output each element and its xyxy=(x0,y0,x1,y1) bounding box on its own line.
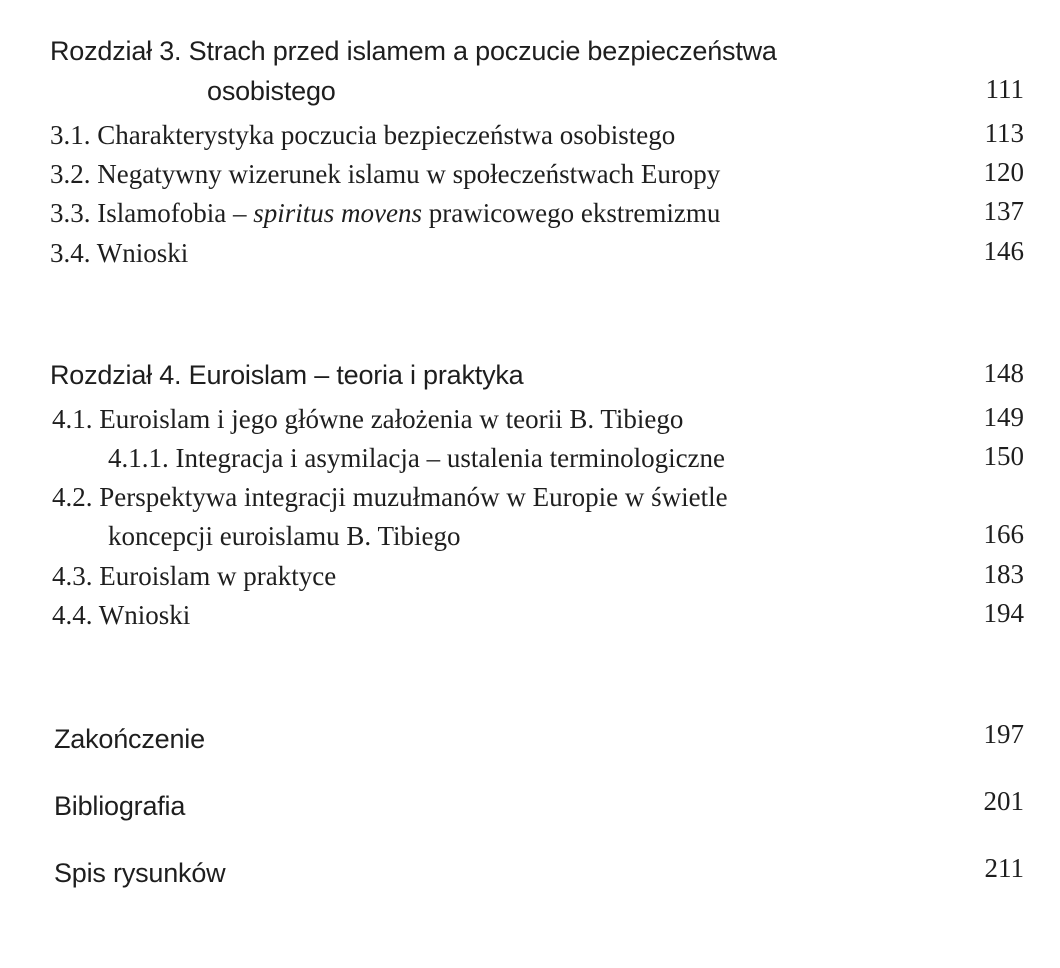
toc-entry-4-1-page: 149 xyxy=(983,402,1024,432)
toc-zakonczenie-page: 197 xyxy=(983,719,1024,749)
entry-title xyxy=(97,198,720,228)
entry-title-end: prawicowego ekstremizmu xyxy=(421,198,721,228)
toc-entry-4-3-page: 183 xyxy=(983,559,1024,589)
toc-bibliografia: Bibliografia xyxy=(54,791,186,821)
toc-entry-4-2-line-1 xyxy=(52,482,728,513)
entry-title: Integracja i asymilacja – ustalenia terminologiczne xyxy=(175,443,726,473)
entry-title: Euroislam w praktyce xyxy=(99,561,337,591)
entry-number: 4.4. xyxy=(52,600,93,630)
entry-number: 3.1. xyxy=(50,120,91,150)
chapter-4-page: 148 xyxy=(983,358,1024,388)
entry-title: Wnioski xyxy=(98,600,191,630)
chapter-3-title-line-1: Rozdział 3. Strach przed islamem a poczucie bezpieczeństwa xyxy=(50,36,777,66)
toc-entry-4-4-page: 194 xyxy=(983,598,1024,628)
toc-entry-4-3 xyxy=(52,561,336,592)
entry-title: Charakterystyka poczucia bezpieczeństwa osobistego xyxy=(97,120,676,150)
entry-title: Euroislam i jego główne założenia w teorii B. Tibiego xyxy=(99,404,684,434)
chapter-3-page: 111 xyxy=(985,74,1024,104)
entry-number: 3.2. xyxy=(50,159,91,189)
entry-number: 4.2. xyxy=(52,482,93,512)
toc-entry-4-2-line-2: koncepcji euroislamu B. Tibiego xyxy=(108,521,461,551)
entry-title: Negatywny wizerunek islamu w społeczeństwach Europy xyxy=(97,159,721,189)
entry-number: 3.4. xyxy=(50,238,91,268)
toc-spis-rysunkow-page: 211 xyxy=(984,853,1024,883)
entry-title-italic: spiritus movens xyxy=(253,198,422,228)
toc-entry-4-1-1-page: 150 xyxy=(983,441,1024,471)
entry-title: Perspektywa integracji muzułmanów w Europie w świetle xyxy=(99,482,728,512)
toc-spis-rysunkow: Spis rysunków xyxy=(54,858,226,888)
entry-number: 4.1.1. xyxy=(108,443,169,473)
entry-title: Wnioski xyxy=(96,238,189,268)
entry-number: 3.3. xyxy=(50,198,91,228)
toc-entry-3-2 xyxy=(50,159,720,190)
toc-entry-3-4 xyxy=(50,238,188,269)
toc-bibliografia-page: 201 xyxy=(983,786,1024,816)
toc-entry-4-4 xyxy=(52,600,190,631)
entry-number: 4.3. xyxy=(52,561,93,591)
toc-entry-3-3 xyxy=(50,198,720,229)
toc-entry-4-1-1 xyxy=(108,443,725,474)
chapter-4-title: Rozdział 4. Euroislam – teoria i praktyka xyxy=(50,360,524,390)
toc-entry-3-1-page: 113 xyxy=(984,118,1024,148)
entry-title-start: Islamofobia – xyxy=(97,198,254,228)
toc-entry-3-3-page: 137 xyxy=(983,196,1024,226)
toc-entry-4-2-page: 166 xyxy=(983,519,1024,549)
toc-entry-4-1 xyxy=(52,404,683,435)
toc-entry-3-1 xyxy=(50,120,675,151)
entry-number: 4.1. xyxy=(52,404,93,434)
chapter-3-title-line-2: osobistego xyxy=(207,76,336,106)
toc-zakonczenie: Zakończenie xyxy=(54,724,205,754)
toc-entry-3-4-page: 146 xyxy=(983,236,1024,266)
toc-entry-3-2-page: 120 xyxy=(983,157,1024,187)
